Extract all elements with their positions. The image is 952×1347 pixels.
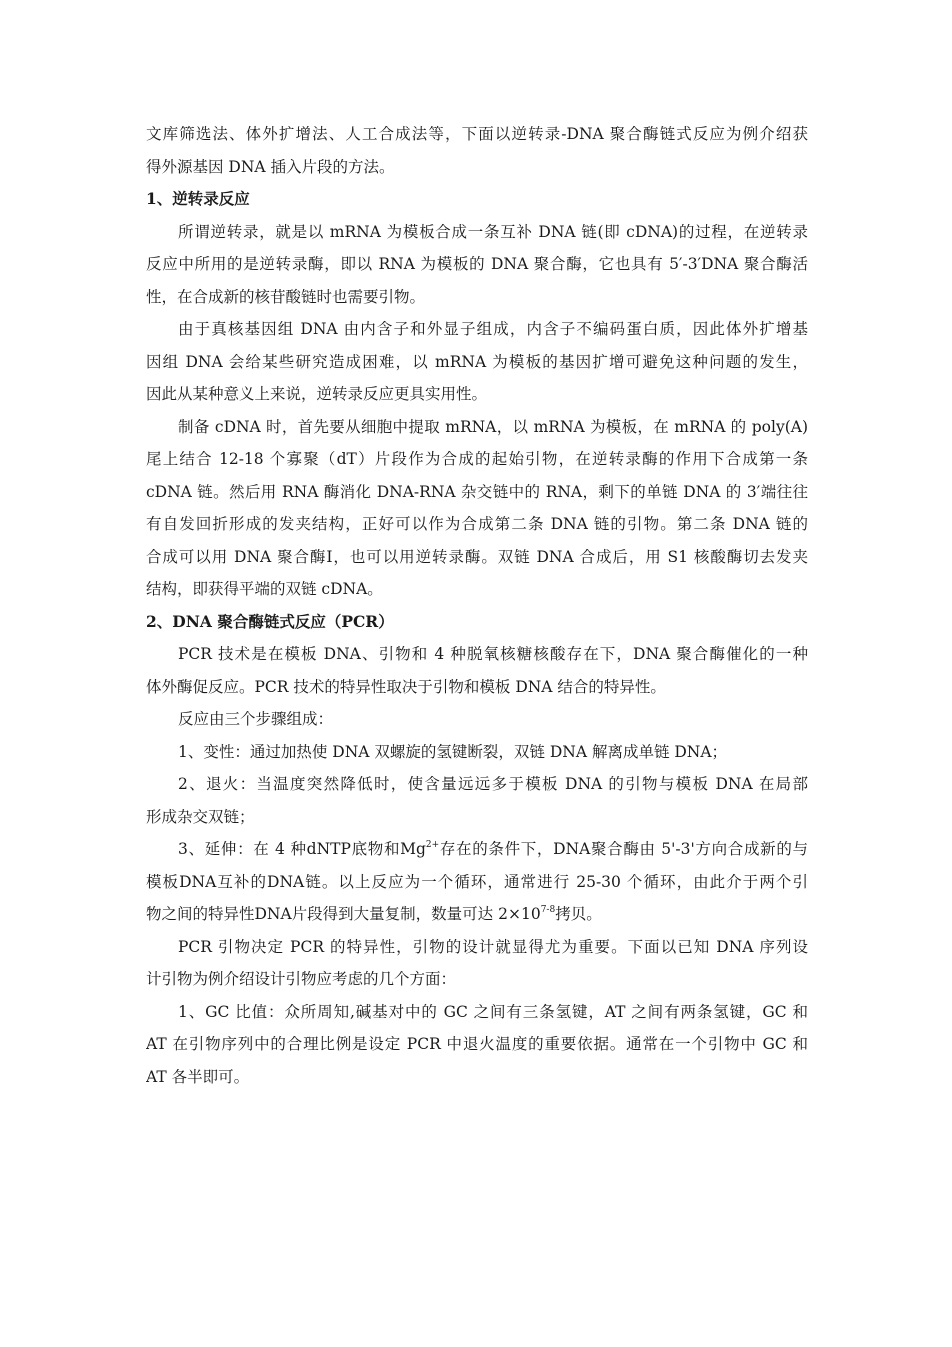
text-line: 形成杂交双链； xyxy=(146,807,255,826)
text-line: 模板DNA互补的DNA链。以上反应为一个循环，通常进行 25-30 个循环，由此介于两个引 xyxy=(146,872,808,891)
text-line: 合成可以用 DNA 聚合酶Ⅰ，也可以用逆转录酶。双链 DNA 合成后，用 S1 核酸酶切去发夹 xyxy=(146,547,808,566)
text-line: 体外酶促反应。PCR 技术的特异性取决于引物和模板 DNA 结合的特异性。 xyxy=(146,677,666,696)
text-line: 有自发回折形成的发夹结构，正好可以作为合成第二条 DNA 链的引物。第二条 DNA 链的 xyxy=(146,515,808,533)
superscript: 7-8 xyxy=(540,905,556,915)
paragraph-gc-ratio xyxy=(146,996,808,1094)
section-heading-pcr: 2、DNA 聚合酶链式反应（PCR） xyxy=(146,611,394,631)
text-line: 1、GC 比值：众所周知,碱基对中的 GC 之间有三条氢键，AT 之间有两条氢键，GC 和 xyxy=(178,1002,808,1021)
paragraph-cdna-preparation xyxy=(146,411,808,606)
document-page xyxy=(146,118,808,1093)
step-denaturation xyxy=(146,736,808,769)
text-line: 性，在合成新的核苷酸链时也需要引物。 xyxy=(146,287,426,306)
paragraph-eukaryotic-genome xyxy=(146,313,808,411)
text-line: 因此从某种意义上来说，逆转录反应更具实用性。 xyxy=(146,385,488,403)
superscript: 2+ xyxy=(425,840,440,850)
paragraph-intro xyxy=(146,118,808,183)
step-extension xyxy=(146,833,808,931)
text-line: cDNA 链。然后用 RNA 酶消化 DNA-RNA 杂交链中的 RNA，剩下的单链 DNA 的 3′端往往 xyxy=(146,482,808,501)
paragraph-reverse-transcription-definition xyxy=(146,216,808,314)
step-annealing xyxy=(146,768,808,833)
paragraph-pcr-intro xyxy=(146,638,808,703)
paragraph-primer-design xyxy=(146,931,808,996)
text-line: 制备 cDNA 时，首先要从细胞中提取 mRNA，以 mRNA 为模板，在 mRNA 的 poly(A) xyxy=(178,417,808,436)
text-line: 2、退火：当温度突然降低时，使含量远远多于模板 DNA 的引物与模板 DNA 在局部 xyxy=(178,775,808,793)
text-line: 尾上结合 12-18 个寡聚（dT）片段作为合成的起始引物，在逆转录酶的作用下合成第一条 xyxy=(146,450,808,468)
text-line: 因组 DNA 会给某些研究造成困难，以 mRNA 为模板的基因扩增可避免这种问题的发生， xyxy=(146,352,808,371)
text-line: 1、变性：通过加热使 DNA 双螺旋的氢键断裂，双链 DNA 解离成单链 DNA； xyxy=(178,742,728,761)
text-line: 得外源基因 DNA 插入片段的方法。 xyxy=(146,157,395,176)
text-line xyxy=(146,898,808,931)
text-segment: 拷贝。 xyxy=(555,905,602,923)
section-heading-reverse-transcription: 1、逆转录反应 xyxy=(146,189,250,208)
text-line: AT 各半即可。 xyxy=(146,1067,250,1086)
text-line: 反应中所用的是逆转录酶，即以 RNA 为模板的 DNA 聚合酶，它也具有 5′-3′DNA 聚合酶活 xyxy=(146,255,808,273)
text-segment: 3、延伸：在 4 种dNTP底物和Mg xyxy=(178,840,426,858)
text-segment: 物之间的特异性DNA片段得到大量复制，数量可达 2×10 xyxy=(146,905,541,923)
text-segment: 存在的条件下，DNA聚合酶由 5'-3'方向合成新的与 xyxy=(439,840,808,858)
text-line: PCR 引物决定 PCR 的特异性，引物的设计就显得尤为重要。下面以已知 DNA 序列设 xyxy=(178,937,808,956)
text-line: 由于真核基因组 DNA 由内含子和外显子组成，内含子不编码蛋白质，因此体外扩增基 xyxy=(178,320,808,338)
text-line: AT 在引物序列中的合理比例是设定 PCR 中退火温度的重要依据。通常在一个引物中 GC 和 xyxy=(146,1035,808,1053)
text-line: 结构，即获得平端的双链 cDNA。 xyxy=(146,580,383,598)
text-line: 反应由三个步骤组成： xyxy=(178,710,334,728)
paragraph-steps-intro xyxy=(146,703,808,736)
text-line: 所谓逆转录，就是以 mRNA 为模板合成一条互补 DNA 链(即 cDNA)的过程，在逆转录 xyxy=(178,222,808,241)
text-line: 文库筛选法、体外扩增法、人工合成法等，下面以逆转录-DNA 聚合酶链式反应为例介绍获 xyxy=(146,125,808,143)
text-line: 计引物为例介绍设计引物应考虑的几个方面： xyxy=(146,970,457,988)
text-line: PCR 技术是在模板 DNA、引物和 4 种脱氧核糖核酸存在下，DNA 聚合酶催化的一种 xyxy=(178,645,808,663)
text-line xyxy=(146,833,808,866)
